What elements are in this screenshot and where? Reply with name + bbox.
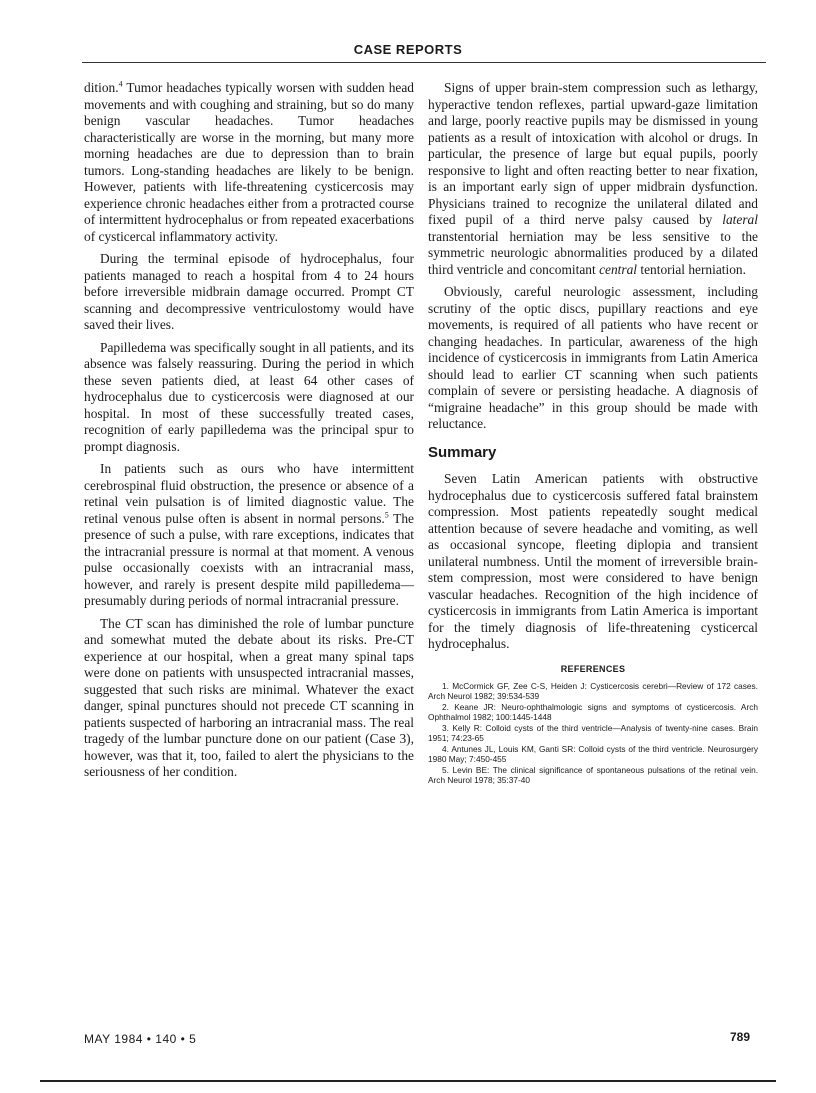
body-paragraph: During the terminal episode of hydrocephalus, four patients managed to reach a hospital from 4 to 24 hours before irreversible midbrain damage occurred. Prompt CT scanning and decompressive ventriculostomy would have saved their lives.	[84, 251, 414, 332]
summary-heading: Summary	[428, 443, 497, 461]
running-head: CASE REPORTS	[353, 42, 463, 57]
references-list	[428, 681, 758, 785]
summary-paragraph: Seven Latin American patients with obstructive hydrocephalus due to cysticercosis suffered fatal brainstem compression. Most patients repeatedly sought medical attention because of severe headache and vomiting, as well as occasional syncope, fleeting diplopia and transient unilateral numbness. Until the moment of irreversible brain-stem compression, most were considered to have benign vascular headaches. Recognition of the high incidence of cysticercosis in immigrants from Latin America is important for the timely diagnosis of life-threatening cysticercal hydrocephalus.	[428, 471, 758, 651]
citation-superscript: 4	[118, 79, 123, 89]
reference-item: 4. Antunes JL, Louis KM, Ganti SR: Colloid cysts of the third ventricle. Neurosurgery 1980 May; 7:450-455	[428, 744, 758, 764]
body-paragraph: Signs of upper brain-stem compression such as lethargy, hyperactive tendon reflexes, partial upward-gaze limitation and large, poorly reactive pupils may be dismissed in young patients as a result of intoxication with alcohol or drugs. In particular, the presence of large but equal pupils, poorly responsive to light and often reacting better to near fixation, is an important early sign of upper midbrain dysfunction. Physicians trained to recognize the unilateral dilated and fixed pupil of a third nerve palsy caused by lateral transtentorial herniation may be less sensitive to the symmetric neurologic abnormalities produced by a dilated third ventricle and concomitant central tentorial herniation.	[428, 80, 758, 277]
reference-item: 1. McCormick GF, Zee C-S, Heiden J: Cysticercosis cerebri—Review of 172 cases. Arch Neurol 1982; 39:534-539	[428, 681, 758, 701]
emphasis: central	[599, 261, 637, 277]
footer-rule	[40, 1080, 776, 1082]
reference-item: 2. Keane JR: Neuro-ophthalmologic signs and symptoms of cysticercosis. Arch Ophthalmol 1982; 100:1445-1448	[428, 702, 758, 722]
citation-superscript: 5	[384, 510, 389, 520]
references-heading: REFERENCES	[560, 663, 626, 674]
body-paragraph: dition.$^4$ Tumor headaches typically worsen with sudden head movements and with coughing and straining, but so do many benign vascular headaches. Tumor headaches characteristically are worse in the morning, but many more morning headaches are due to depression than to brain tumors. Long-standing headaches are likely to be benign. However, patients with life-threatening cysticercosis may experience chronic headaches either from a protracted course of intermittent hydrocephalus or from repeated exacerbations of cysticercal inflammatory activity.	[84, 79, 414, 244]
reference-item: 5. Levin BE: The clinical significance of spontaneous pulsations of the retinal vein. Arch Neurol 1978; 35:37-40	[428, 765, 758, 785]
left-column	[84, 80, 414, 787]
body-paragraph: Obviously, careful neurologic assessment, including scrutiny of the optic discs, pupillary reactions and eye movements, is required of all patients who have recent or changing headaches. In particular, awareness of the high incidence of cysticercosis in immigrants from Latin America should lead to earlier CT scanning when such patients complain of severe or persisting headache. A diagnosis of “migraine headache” in this group should be made with reluctance.	[428, 284, 758, 431]
page-number: 789	[730, 1030, 751, 1044]
body-paragraph: Papilledema was specifically sought in all patients, and its absence was falsely reassuring. During the period in which these seven patients died, at least 64 other cases of hydrocephalus due to cysticercosis were diagnosed at our hospital. In most of these successfully treated cases, recognition of early papilledema was the principal spur to prompt diagnosis.	[84, 339, 414, 454]
reference-item: 3. Kelly R: Colloid cysts of the third ventricle—Analysis of twenty-nine cases. Brain 1951; 74:23-65	[428, 723, 758, 743]
body-paragraph: The CT scan has diminished the role of lumbar puncture and somewhat muted the debate about its risks. Pre-CT experience at our hospital, when a great many spinal taps were done on patients with unsuspected intracranial masses, suggested that such risks are minimal. Whatever the exact danger, spinal punctures should not precede CT scanning in patients suspected of harboring an intracranial mass. The real tragedy of the lumbar puncture done on our patient (Case 3), however, was that it, too, failed to alert the physicians to the seriousness of her condition.	[84, 615, 414, 779]
right-column	[428, 80, 758, 786]
emphasis: lateral	[722, 212, 758, 227]
header-rule	[82, 62, 766, 63]
issue-footer: MAY 1984 • 140 • 5	[84, 1032, 197, 1046]
body-paragraph: In patients such as ours who have intermittent cerebrospinal fluid obstruction, the presence or absence of a retinal vein pulsation is of limited diagnostic value. The retinal venous pulse often is absent in normal persons.$^5$ The presence of such a pulse, with rare exceptions, indicates that the intracranial pressure is normal at that moment. A venous pulse occasionally coexists with an intracranial mass, however, and rarely is present despite mild papilledema—presumably during periods of normal intracranial pressure.	[84, 461, 414, 608]
